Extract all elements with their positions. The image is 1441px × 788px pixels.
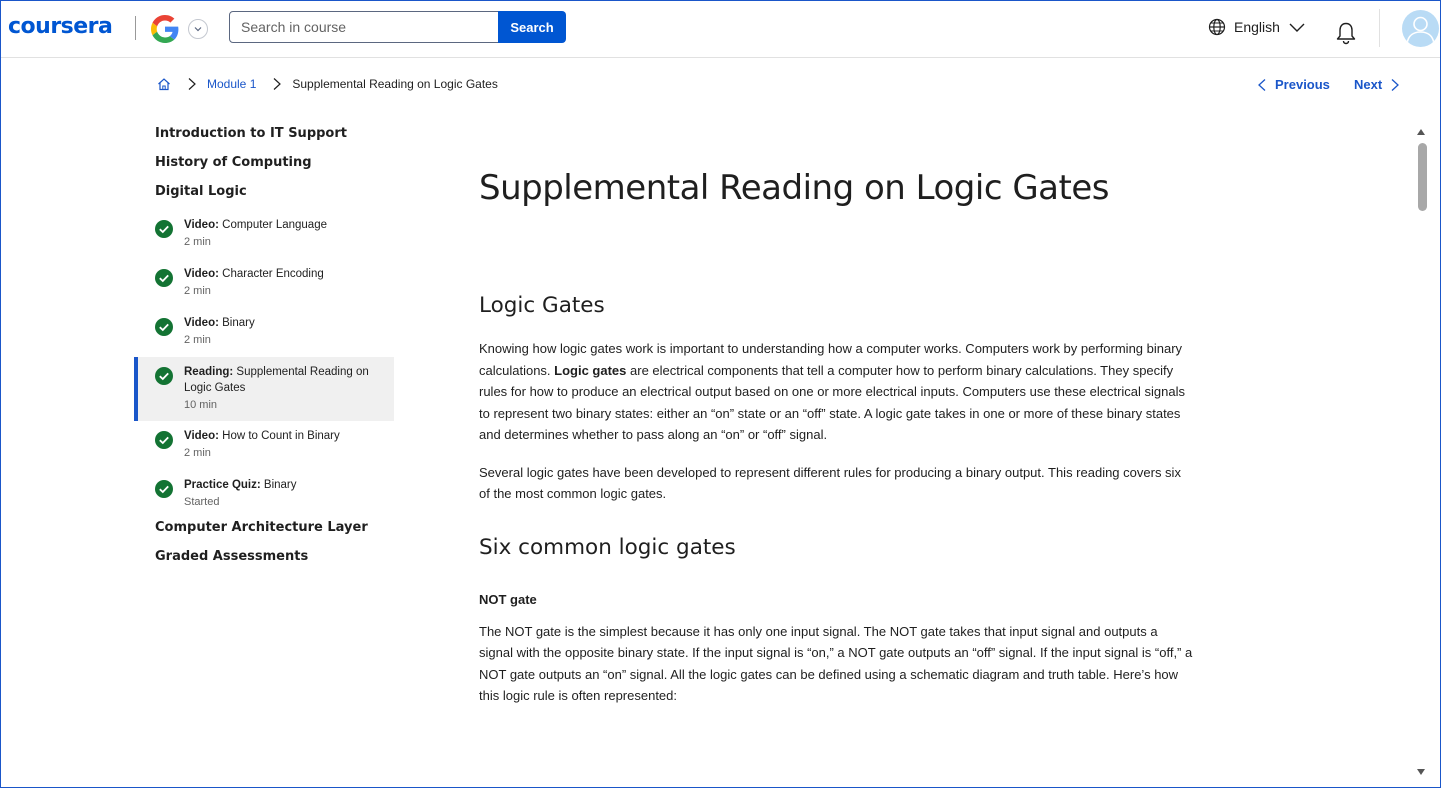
next-label: Next bbox=[1354, 77, 1383, 92]
breadcrumb bbox=[157, 77, 498, 91]
item-name: Supplemental Reading on Logic Gates bbox=[184, 366, 369, 394]
item-duration: 10 min bbox=[184, 399, 218, 411]
sidebar-section-architecture[interactable]: Computer Architecture Layer bbox=[155, 520, 368, 535]
previous-label: Previous bbox=[1275, 77, 1330, 92]
sidebar-item-title bbox=[184, 477, 394, 493]
item-duration: 2 min bbox=[184, 236, 211, 248]
section-heading-logic-gates: Logic Gates bbox=[479, 293, 605, 318]
sidebar-item-character-encoding[interactable] bbox=[134, 259, 394, 308]
item-type: Video: bbox=[184, 317, 219, 329]
paragraph-text: Knowing how logic gates work is important to understanding how a computer works. Computers work by performing binary calculations. bbox=[479, 341, 1183, 378]
chevron-down-icon bbox=[1288, 21, 1306, 33]
page-title: Supplemental Reading on Logic Gates bbox=[479, 168, 1109, 208]
top-header bbox=[1, 1, 1440, 58]
scroll-down-arrow[interactable] bbox=[1417, 769, 1425, 775]
chevron-right-icon bbox=[187, 77, 197, 91]
breadcrumb-current: Supplemental Reading on Logic Gates bbox=[292, 77, 498, 91]
chevron-down-icon bbox=[193, 25, 203, 33]
check-circle-icon bbox=[155, 480, 173, 498]
coursera-logo[interactable]: coursera bbox=[8, 14, 113, 39]
reading-content bbox=[479, 166, 1195, 707]
item-duration: 2 min bbox=[184, 334, 211, 346]
item-name: Character Encoding bbox=[222, 268, 324, 280]
bold-term: Logic gates bbox=[554, 362, 627, 378]
item-name: How to Count in Binary bbox=[222, 430, 340, 442]
partner-menu-button[interactable] bbox=[188, 19, 208, 39]
chevron-left-icon bbox=[1257, 78, 1267, 92]
subheading-not-gate: NOT gate bbox=[479, 591, 537, 607]
sidebar-item-supplemental-reading[interactable] bbox=[134, 357, 394, 421]
sidebar-section-intro[interactable]: Introduction to IT Support bbox=[155, 126, 347, 141]
sidebar-item-binary[interactable] bbox=[134, 308, 394, 357]
scroll-up-arrow[interactable] bbox=[1417, 129, 1425, 135]
globe-icon bbox=[1208, 18, 1226, 36]
section-heading-six-gates: Six common logic gates bbox=[479, 534, 736, 560]
search-input[interactable] bbox=[229, 11, 499, 43]
home-icon[interactable] bbox=[157, 77, 171, 91]
search-button[interactable]: Search bbox=[498, 11, 566, 43]
sidebar-section-digital-logic[interactable]: Digital Logic bbox=[155, 184, 247, 199]
next-button[interactable] bbox=[1354, 77, 1400, 92]
check-circle-icon bbox=[155, 431, 173, 449]
paragraph-not-gate: The NOT gate is the simplest because it has only one input signal. The NOT gate takes that input signal and outputs a signal with the opposite binary state. If the input signal is “on,” a NOT gate outputs an “off” signal. If the input signal is “off,” a NOT gate outputs an “on” signal. All the logic gates can be defined using a schematic diagram and truth table. Here’s how this logic rule is often represented: bbox=[479, 623, 1193, 703]
avatar[interactable] bbox=[1402, 10, 1439, 47]
paragraph-overview: Several logic gates have been developed to represent different rules for producing a binary output. This reading covers six of the most common logic gates. bbox=[479, 464, 1181, 501]
sidebar-item-title bbox=[184, 266, 394, 282]
item-type: Reading: bbox=[184, 366, 234, 378]
sidebar-item-practice-quiz[interactable] bbox=[134, 470, 394, 519]
logo-divider bbox=[135, 16, 136, 40]
item-duration: 2 min bbox=[184, 447, 211, 459]
item-type: Video: bbox=[184, 430, 219, 442]
check-circle-icon bbox=[155, 367, 173, 385]
paragraph-intro bbox=[479, 338, 1195, 446]
sidebar-section-graded[interactable]: Graded Assessments bbox=[155, 549, 309, 564]
check-circle-icon bbox=[155, 220, 173, 238]
sidebar-item-count-in-binary[interactable] bbox=[134, 421, 394, 470]
sidebar-item-computer-language[interactable] bbox=[134, 210, 394, 259]
header-divider bbox=[1379, 9, 1380, 47]
bell-icon[interactable] bbox=[1335, 21, 1357, 45]
item-type: Video: bbox=[184, 219, 219, 231]
sidebar-section-history[interactable]: History of Computing bbox=[155, 155, 312, 170]
check-circle-icon bbox=[155, 318, 173, 336]
item-name: Binary bbox=[222, 317, 255, 329]
chevron-right-icon bbox=[1390, 78, 1400, 92]
language-label: English bbox=[1234, 19, 1280, 35]
paragraph-text: are electrical components that tell a computer how to perform binary calculations. They specify rules for how to produce an electrical output based on one or more electrical inputs. Computers use these electrical signals to represent two binary states: either an “on” state or an “off” state. A logic gate takes in one or more of these binary states and determines whether to pass along an “on” or “off” signal. bbox=[479, 362, 1185, 442]
item-status: Started bbox=[184, 496, 220, 508]
scrollbar-thumb[interactable] bbox=[1418, 143, 1427, 211]
sidebar-item-title bbox=[184, 428, 394, 444]
sidebar-item-title bbox=[184, 315, 394, 331]
chevron-right-icon bbox=[272, 77, 282, 91]
item-name: Computer Language bbox=[222, 219, 327, 231]
sidebar-item-title bbox=[184, 217, 394, 233]
item-type: Practice Quiz: bbox=[184, 479, 261, 491]
google-logo-icon[interactable] bbox=[151, 15, 179, 43]
avatar-icon bbox=[1402, 10, 1439, 47]
language-selector[interactable] bbox=[1208, 18, 1306, 36]
previous-button[interactable] bbox=[1257, 77, 1330, 92]
item-name: Binary bbox=[263, 479, 297, 491]
item-duration: 2 min bbox=[184, 285, 211, 297]
item-type: Video: bbox=[184, 268, 219, 280]
course-outline-sidebar bbox=[134, 123, 394, 575]
breadcrumb-module-link[interactable]: Module 1 bbox=[207, 77, 257, 91]
check-circle-icon bbox=[155, 269, 173, 287]
sidebar-item-title bbox=[184, 364, 374, 396]
